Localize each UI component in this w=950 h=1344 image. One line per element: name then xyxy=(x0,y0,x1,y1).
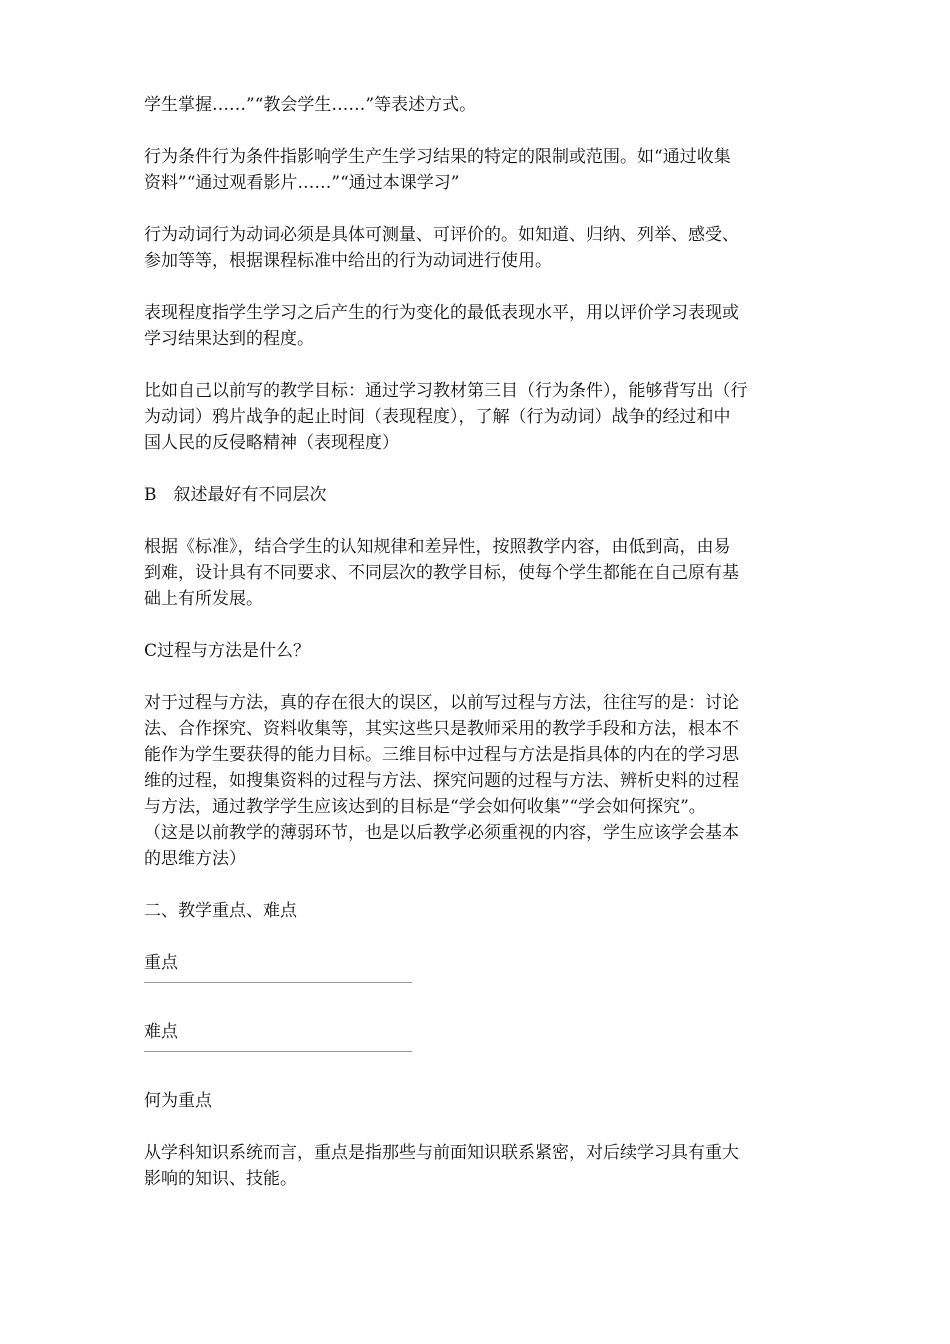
paragraph-standards xyxy=(144,534,820,612)
paragraph-behavior-condition xyxy=(144,144,820,196)
text-line: 法、合作探究、资料收集等，其实这些只是教师采用的教学手段和方法，根本不 xyxy=(144,719,739,739)
text-line: 对于过程与方法，真的存在很大的误区，以前写过程与方法，往往写的是：讨论 xyxy=(144,693,739,713)
paragraph-example-objective xyxy=(144,378,820,456)
key-point-blank-line[interactable] xyxy=(144,982,412,983)
heading-b-levels xyxy=(144,482,820,508)
text-line: 学习结果达到的程度。 xyxy=(144,329,314,349)
text-line: 资料”“通过观看影片……”“通过本课学习” xyxy=(144,173,460,193)
text-line: 参加等等，根据课程标准中给出的行为动词进行使用。 xyxy=(144,251,552,271)
text-line: 根据《标准》，结合学生的认知规律和差异性，按照教学内容，由低到高，由易 xyxy=(144,537,731,557)
paragraph-key-point-definition xyxy=(144,1140,820,1192)
text-line: 学生掌握……”“教会学生……”等表述方式。 xyxy=(144,95,477,115)
key-point-label: 重点 xyxy=(144,953,178,973)
text-line: 为动词）鸦片战争的起止时间（表现程度），了解（行为动词）战争的经过和中 xyxy=(144,407,731,427)
paragraph-performance-level xyxy=(144,300,820,352)
text-line: 行为动词行为动词必须是具体可测量、可评价的。如知道、归纳、列举、感受、 xyxy=(144,225,739,245)
heading-key-difficult-points xyxy=(144,898,820,924)
heading-c-process-method xyxy=(144,638,820,664)
text-line: 础上有所发展。 xyxy=(144,589,263,609)
text-line: 影响的知识、技能。 xyxy=(144,1169,297,1189)
paragraph-process-method xyxy=(144,690,820,872)
text-line: 国人民的反侵略精神（表现程度） xyxy=(144,433,399,453)
text-line: 能作为学生要获得的能力目标。三维目标中过程与方法是指具体的内在的学习思 xyxy=(144,745,739,765)
text-line: C过程与方法是什么？ xyxy=(144,641,311,661)
text-line: 从学科知识系统而言，重点是指那些与前面知识联系紧密，对后续学习具有重大 xyxy=(144,1143,739,1163)
text-line: 行为条件行为条件指影响学生产生学习结果的特定的限制或范围。如“通过收集 xyxy=(144,147,731,167)
paragraph-behavior-verb xyxy=(144,222,820,274)
text-line: 二、教学重点、难点 xyxy=(144,901,297,921)
text-line: 与方法，通过教学学生应该达到的目标是“学会如何收集”“学会如何探究”。 xyxy=(144,797,706,817)
difficulty-blank-line[interactable] xyxy=(144,1051,412,1052)
heading-what-is-key-point xyxy=(144,1088,820,1114)
text-line: 到难，设计具有不同要求、不同层次的教学目标，使每个学生都能在自己原有基 xyxy=(144,563,739,583)
text-line: 的思维方法） xyxy=(144,849,246,869)
document-page xyxy=(144,92,820,1218)
text-line: 何为重点 xyxy=(144,1091,212,1111)
difficulty-label: 难点 xyxy=(144,1022,178,1042)
text-line: 比如自己以前写的教学目标：通过学习教材第三目（行为条件），能够背写出（行 xyxy=(144,381,748,401)
paragraph-teaching-expression xyxy=(144,92,820,118)
text-line: 表现程度指学生学习之后产生的行为变化的最低表现水平，用以评价学习表现或 xyxy=(144,303,739,323)
text-line: B 叙述最好有不同层次 xyxy=(144,485,327,505)
text-line: 维的过程，如搜集资料的过程与方法、探究问题的过程与方法、辨析史料的过程 xyxy=(144,771,739,791)
text-line: （这是以前教学的薄弱环节，也是以后教学必须重视的内容，学生应该学会基本 xyxy=(144,823,739,843)
